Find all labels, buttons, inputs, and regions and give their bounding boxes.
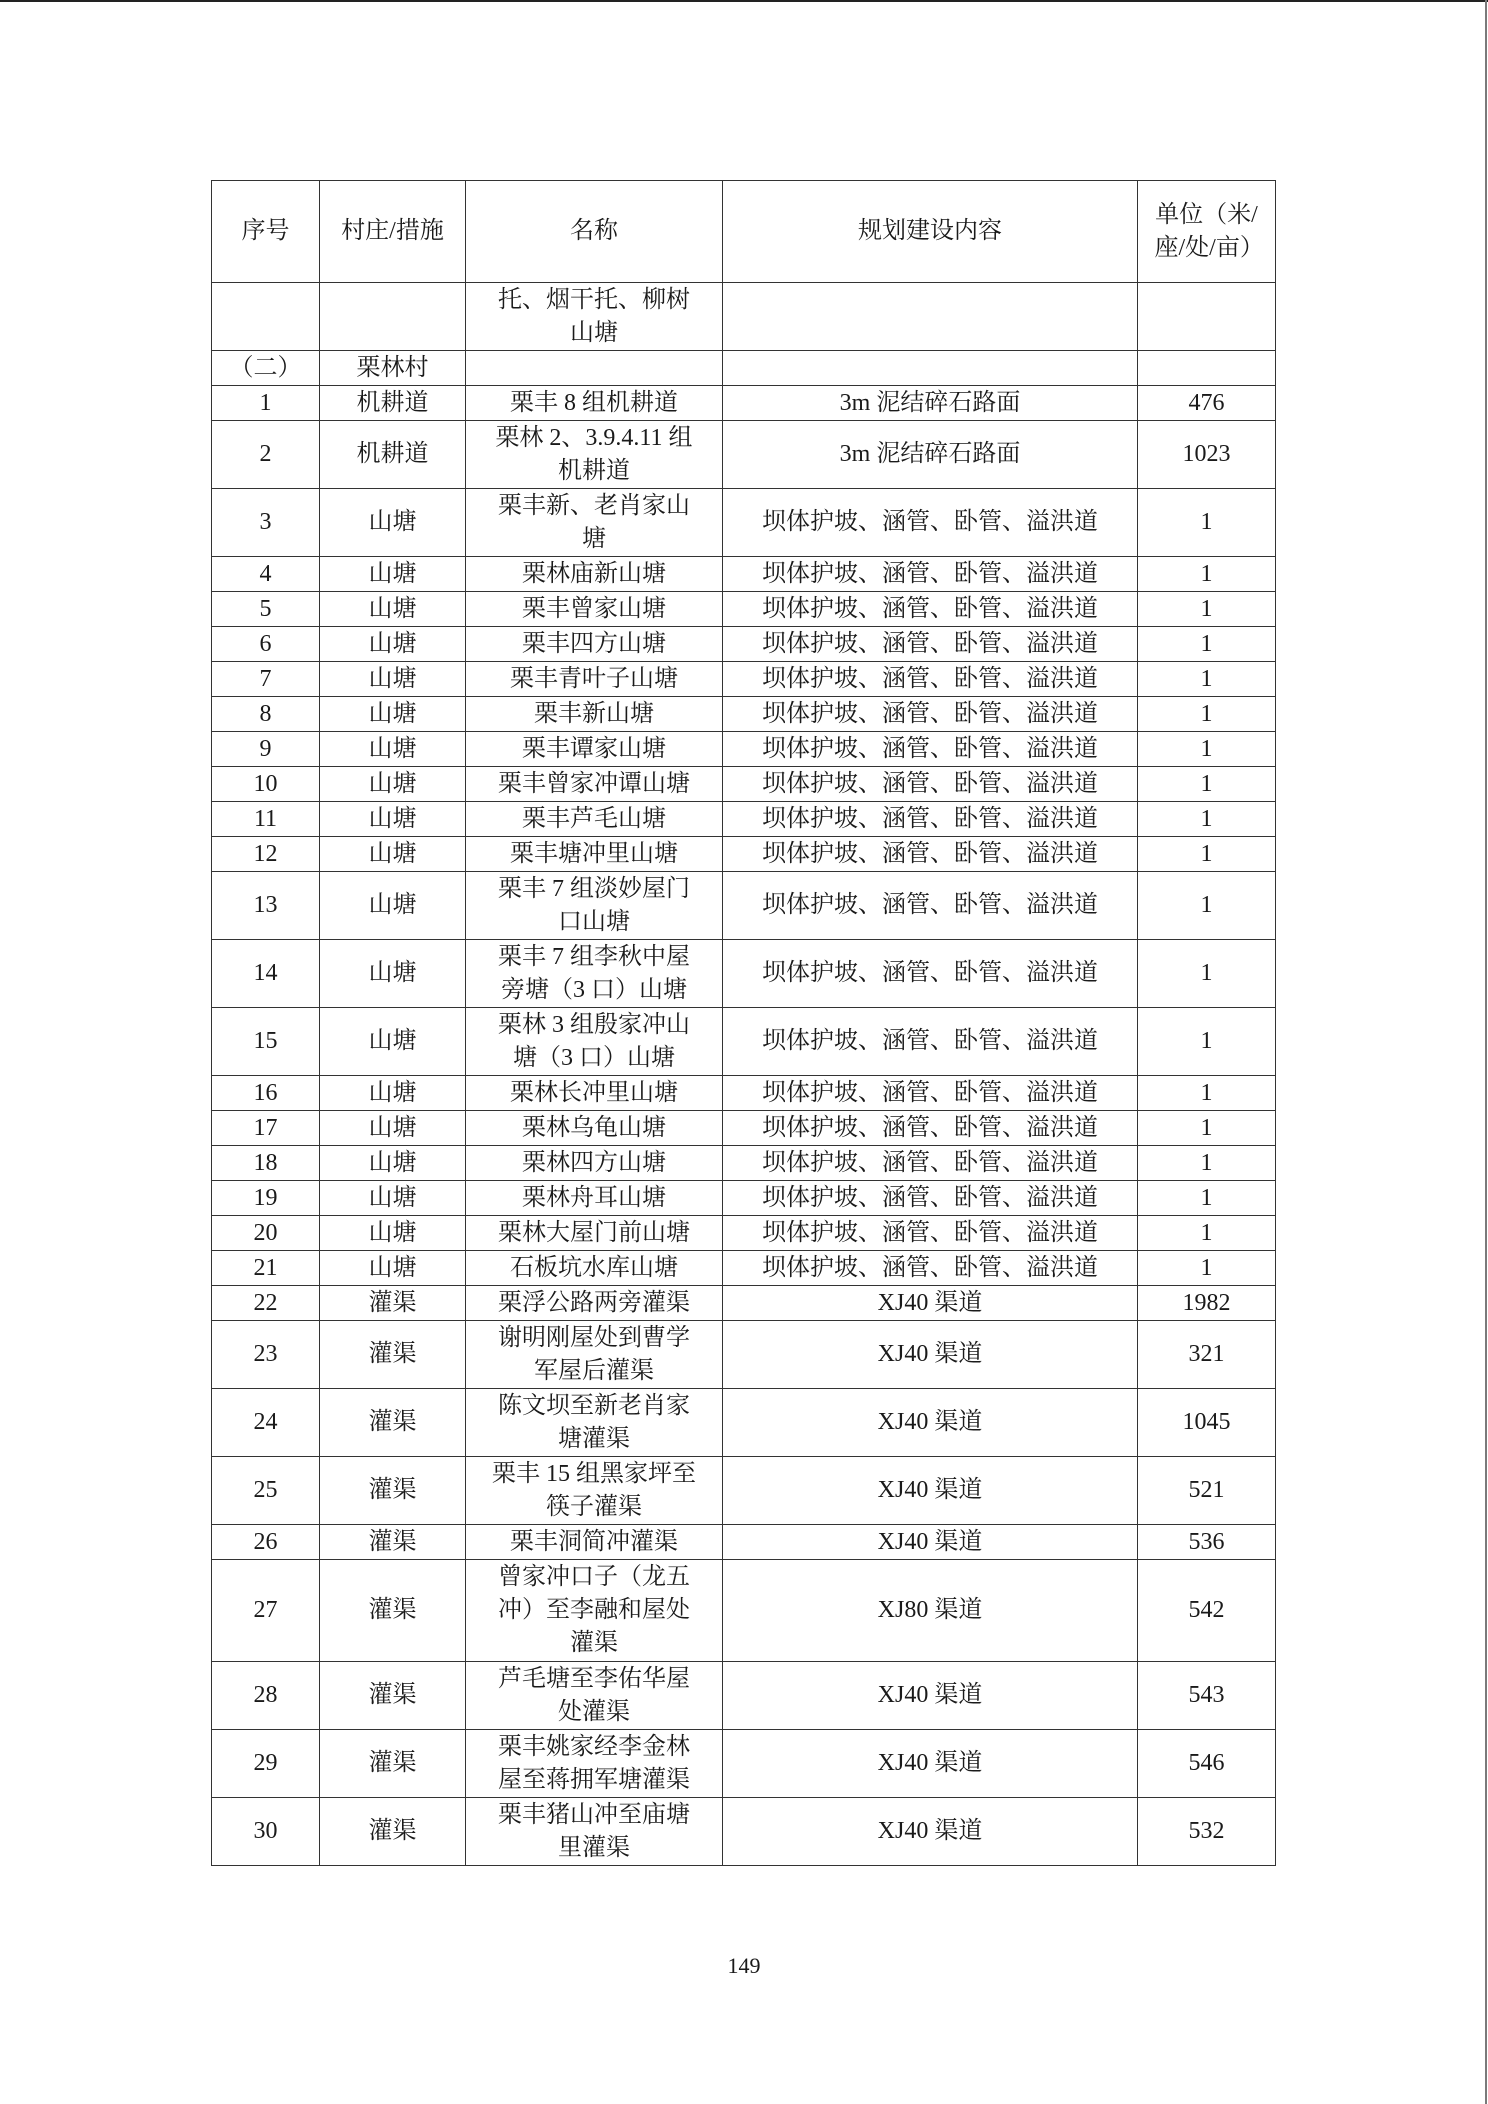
cell-name xyxy=(466,1389,723,1457)
table-row xyxy=(212,1730,1276,1798)
cell-content: 坝体护坡、涵管、卧管、溢洪道 xyxy=(723,837,1138,872)
cell-name xyxy=(466,697,723,732)
cell-name xyxy=(466,872,723,940)
cell-name xyxy=(466,283,723,351)
cell-village: 山塘 xyxy=(320,697,466,732)
cell-seq xyxy=(212,283,320,351)
header-content: 规划建设内容 xyxy=(723,181,1138,283)
cell-village: 机耕道 xyxy=(320,386,466,421)
cell-village: 山塘 xyxy=(320,767,466,802)
table-row xyxy=(212,1251,1276,1286)
cell-name-text: 栗丰 8 组机耕道 xyxy=(510,389,678,416)
table-row xyxy=(212,421,1276,489)
cell-unit: 1 xyxy=(1138,1111,1276,1146)
cell-name xyxy=(466,421,723,489)
cell-seq: 18 xyxy=(212,1146,320,1181)
cell-name-text: 栗丰 7 组李秋中屋旁塘（3 口）山塘 xyxy=(498,943,690,1003)
cell-seq: 28 xyxy=(212,1662,320,1730)
cell-name-text: 栗丰 7 组淡妙屋门口山塘 xyxy=(498,875,690,935)
cell-content: 坝体护坡、涵管、卧管、溢洪道 xyxy=(723,1008,1138,1076)
table-header-row xyxy=(212,181,1276,283)
cell-seq: 21 xyxy=(212,1251,320,1286)
cell-content: XJ40 渠道 xyxy=(723,1286,1138,1321)
cell-content: 坝体护坡、涵管、卧管、溢洪道 xyxy=(723,592,1138,627)
cell-name-text: 栗丰曾家山塘 xyxy=(522,595,666,622)
table-row xyxy=(212,489,1276,557)
cell-name xyxy=(466,1251,723,1286)
cell-name xyxy=(466,386,723,421)
table-row xyxy=(212,1111,1276,1146)
cell-name-text: 栗丰猪山冲至庙塘里灌渠 xyxy=(498,1801,690,1861)
cell-name xyxy=(466,837,723,872)
table-row xyxy=(212,283,1276,351)
cell-seq: 19 xyxy=(212,1181,320,1216)
cell-name-text: 栗林乌龟山塘 xyxy=(522,1114,666,1141)
table-row xyxy=(212,592,1276,627)
cell-unit: 1 xyxy=(1138,802,1276,837)
cell-village: 山塘 xyxy=(320,557,466,592)
cell-unit: 1 xyxy=(1138,557,1276,592)
cell-name-text: 陈文坝至新老肖家塘灌渠 xyxy=(498,1392,690,1452)
cell-content xyxy=(723,351,1138,386)
cell-content: 坝体护坡、涵管、卧管、溢洪道 xyxy=(723,1181,1138,1216)
cell-name-text: 谢明刚屋处到曹学军屋后灌渠 xyxy=(498,1324,690,1384)
cell-village: 灌渠 xyxy=(320,1389,466,1457)
cell-unit: 1 xyxy=(1138,1008,1276,1076)
table-row xyxy=(212,662,1276,697)
cell-seq: 4 xyxy=(212,557,320,592)
cell-village: 灌渠 xyxy=(320,1321,466,1389)
cell-unit: 546 xyxy=(1138,1730,1276,1798)
cell-name xyxy=(466,1181,723,1216)
cell-seq: 8 xyxy=(212,697,320,732)
cell-unit: 1 xyxy=(1138,872,1276,940)
cell-seq: 26 xyxy=(212,1525,320,1560)
page-number: 149 xyxy=(727,1953,761,1978)
cell-content: 坝体护坡、涵管、卧管、溢洪道 xyxy=(723,940,1138,1008)
cell-content: 坝体护坡、涵管、卧管、溢洪道 xyxy=(723,1251,1138,1286)
cell-village: 灌渠 xyxy=(320,1286,466,1321)
right-border-rule xyxy=(1485,0,1487,2104)
cell-unit: 1 xyxy=(1138,1146,1276,1181)
cell-name-text: 栗林 2、3.9.4.11 组机耕道 xyxy=(495,424,693,484)
planning-table xyxy=(211,180,1276,1866)
table-body xyxy=(212,283,1276,1866)
cell-name xyxy=(466,627,723,662)
cell-seq: 5 xyxy=(212,592,320,627)
cell-unit: 1 xyxy=(1138,489,1276,557)
cell-unit: 1982 xyxy=(1138,1286,1276,1321)
cell-seq: 6 xyxy=(212,627,320,662)
cell-village: 灌渠 xyxy=(320,1525,466,1560)
cell-name-text: 栗林舟耳山塘 xyxy=(522,1184,666,1211)
cell-unit: 1 xyxy=(1138,627,1276,662)
cell-village: 山塘 xyxy=(320,802,466,837)
cell-seq: 3 xyxy=(212,489,320,557)
cell-content: 坝体护坡、涵管、卧管、溢洪道 xyxy=(723,1111,1138,1146)
cell-unit: 321 xyxy=(1138,1321,1276,1389)
cell-village: 山塘 xyxy=(320,1076,466,1111)
cell-content: 坝体护坡、涵管、卧管、溢洪道 xyxy=(723,1076,1138,1111)
table-row xyxy=(212,557,1276,592)
table-row xyxy=(212,767,1276,802)
cell-name-text: 栗丰新、老肖家山塘 xyxy=(498,492,690,552)
table-row xyxy=(212,697,1276,732)
cell-name-text: 栗丰塘冲里山塘 xyxy=(510,840,678,867)
cell-seq: 23 xyxy=(212,1321,320,1389)
cell-content: 坝体护坡、涵管、卧管、溢洪道 xyxy=(723,802,1138,837)
cell-seq: 1 xyxy=(212,386,320,421)
cell-seq: 11 xyxy=(212,802,320,837)
cell-content: XJ80 渠道 xyxy=(723,1560,1138,1662)
cell-village: 山塘 xyxy=(320,662,466,697)
cell-name-text: 栗丰曾家冲谭山塘 xyxy=(498,770,690,797)
cell-unit: 476 xyxy=(1138,386,1276,421)
cell-name xyxy=(466,1662,723,1730)
cell-seq: 22 xyxy=(212,1286,320,1321)
cell-unit: 543 xyxy=(1138,1662,1276,1730)
cell-seq: 10 xyxy=(212,767,320,802)
cell-village: 山塘 xyxy=(320,732,466,767)
cell-name xyxy=(466,767,723,802)
table-row xyxy=(212,802,1276,837)
cell-village: 山塘 xyxy=(320,1111,466,1146)
cell-name-text: 栗林 3 组殷家冲山塘（3 口）山塘 xyxy=(498,1011,690,1071)
cell-village: 山塘 xyxy=(320,489,466,557)
cell-seq: 2 xyxy=(212,421,320,489)
cell-content: XJ40 渠道 xyxy=(723,1321,1138,1389)
cell-name xyxy=(466,1730,723,1798)
cell-name-text: 栗林大屋门前山塘 xyxy=(498,1219,690,1246)
cell-unit xyxy=(1138,351,1276,386)
cell-content: 坝体护坡、涵管、卧管、溢洪道 xyxy=(723,697,1138,732)
cell-content: 坝体护坡、涵管、卧管、溢洪道 xyxy=(723,767,1138,802)
cell-seq: （二） xyxy=(212,351,320,386)
cell-content: XJ40 渠道 xyxy=(723,1457,1138,1525)
cell-name-text: 栗林庙新山塘 xyxy=(522,560,666,587)
cell-name xyxy=(466,1525,723,1560)
cell-content: XJ40 渠道 xyxy=(723,1798,1138,1866)
cell-name-text: 栗丰谭家山塘 xyxy=(522,735,666,762)
cell-name xyxy=(466,1111,723,1146)
header-village: 村庄/措施 xyxy=(320,181,466,283)
cell-unit: 536 xyxy=(1138,1525,1276,1560)
table-row xyxy=(212,1286,1276,1321)
cell-name-text: 栗浮公路两旁灌渠 xyxy=(498,1289,690,1316)
table-row xyxy=(212,351,1276,386)
cell-village: 山塘 xyxy=(320,1008,466,1076)
cell-name xyxy=(466,1321,723,1389)
cell-name xyxy=(466,1560,723,1662)
table-row xyxy=(212,1662,1276,1730)
cell-seq: 17 xyxy=(212,1111,320,1146)
cell-village: 山塘 xyxy=(320,1181,466,1216)
cell-unit: 1 xyxy=(1138,837,1276,872)
cell-name xyxy=(466,1076,723,1111)
cell-name xyxy=(466,1008,723,1076)
cell-seq: 30 xyxy=(212,1798,320,1866)
cell-village: 灌渠 xyxy=(320,1798,466,1866)
table-row xyxy=(212,1076,1276,1111)
header-name: 名称 xyxy=(466,181,723,283)
cell-seq: 12 xyxy=(212,837,320,872)
cell-village: 灌渠 xyxy=(320,1560,466,1662)
cell-unit: 1 xyxy=(1138,697,1276,732)
cell-unit: 1 xyxy=(1138,767,1276,802)
header-seq: 序号 xyxy=(212,181,320,283)
cell-name-text: 石板坑水库山塘 xyxy=(510,1254,678,1281)
cell-seq: 25 xyxy=(212,1457,320,1525)
cell-content: 坝体护坡、涵管、卧管、溢洪道 xyxy=(723,872,1138,940)
cell-seq: 29 xyxy=(212,1730,320,1798)
cell-name xyxy=(466,489,723,557)
cell-name-text: 栗丰四方山塘 xyxy=(522,630,666,657)
table-row xyxy=(212,837,1276,872)
table-row xyxy=(212,732,1276,767)
cell-village: 灌渠 xyxy=(320,1730,466,1798)
cell-content: 坝体护坡、涵管、卧管、溢洪道 xyxy=(723,732,1138,767)
cell-name-text: 芦毛塘至李佑华屋处灌渠 xyxy=(498,1665,690,1725)
cell-unit: 1 xyxy=(1138,1181,1276,1216)
cell-name-text: 栗丰新山塘 xyxy=(534,700,654,727)
cell-village: 山塘 xyxy=(320,592,466,627)
cell-name xyxy=(466,1457,723,1525)
table-row xyxy=(212,1389,1276,1457)
cell-name xyxy=(466,1146,723,1181)
cell-unit: 1045 xyxy=(1138,1389,1276,1457)
table-row xyxy=(212,1457,1276,1525)
cell-unit: 1 xyxy=(1138,940,1276,1008)
cell-name xyxy=(466,940,723,1008)
cell-unit: 1 xyxy=(1138,1251,1276,1286)
cell-content: XJ40 渠道 xyxy=(723,1525,1138,1560)
cell-seq: 9 xyxy=(212,732,320,767)
cell-village: 山塘 xyxy=(320,1216,466,1251)
cell-name xyxy=(466,802,723,837)
cell-name-text: 栗丰芦毛山塘 xyxy=(522,805,666,832)
cell-name xyxy=(466,592,723,627)
table-row xyxy=(212,627,1276,662)
table-row xyxy=(212,1008,1276,1076)
cell-village: 山塘 xyxy=(320,872,466,940)
cell-name-text: 曾家冲口子（龙五冲）至李融和屋处灌渠 xyxy=(498,1564,690,1656)
cell-content: XJ40 渠道 xyxy=(723,1662,1138,1730)
cell-name xyxy=(466,1286,723,1321)
cell-name xyxy=(466,732,723,767)
cell-seq: 16 xyxy=(212,1076,320,1111)
cell-name-text: 栗林长冲里山塘 xyxy=(510,1079,678,1106)
table-row xyxy=(212,1216,1276,1251)
cell-village: 山塘 xyxy=(320,627,466,662)
cell-content: 坝体护坡、涵管、卧管、溢洪道 xyxy=(723,489,1138,557)
cell-seq: 24 xyxy=(212,1389,320,1457)
cell-seq: 13 xyxy=(212,872,320,940)
cell-unit: 532 xyxy=(1138,1798,1276,1866)
table-row xyxy=(212,1146,1276,1181)
cell-unit xyxy=(1138,283,1276,351)
table-row xyxy=(212,1798,1276,1866)
table-row xyxy=(212,1321,1276,1389)
cell-village: 栗林村 xyxy=(320,351,466,386)
cell-village: 灌渠 xyxy=(320,1457,466,1525)
cell-content: 坝体护坡、涵管、卧管、溢洪道 xyxy=(723,1216,1138,1251)
cell-village: 山塘 xyxy=(320,1251,466,1286)
cell-unit: 1 xyxy=(1138,1076,1276,1111)
cell-name-text: 托、烟干托、柳树山塘 xyxy=(498,286,690,346)
cell-content xyxy=(723,283,1138,351)
cell-village: 山塘 xyxy=(320,837,466,872)
cell-unit: 1 xyxy=(1138,662,1276,697)
cell-seq: 15 xyxy=(212,1008,320,1076)
cell-village xyxy=(320,283,466,351)
table-row xyxy=(212,1560,1276,1662)
cell-name-text: 栗丰青叶子山塘 xyxy=(510,665,678,692)
cell-name xyxy=(466,1798,723,1866)
cell-unit: 1 xyxy=(1138,1216,1276,1251)
cell-village: 机耕道 xyxy=(320,421,466,489)
cell-name-text: 栗林四方山塘 xyxy=(522,1149,666,1176)
header-unit xyxy=(1138,181,1276,283)
cell-name xyxy=(466,557,723,592)
cell-content: XJ40 渠道 xyxy=(723,1389,1138,1457)
cell-seq: 7 xyxy=(212,662,320,697)
cell-content: 3m 泥结碎石路面 xyxy=(723,386,1138,421)
header-unit-text: 单位（米/座/处/亩） xyxy=(1154,201,1264,261)
cell-seq: 27 xyxy=(212,1560,320,1662)
cell-unit: 1023 xyxy=(1138,421,1276,489)
cell-content: 坝体护坡、涵管、卧管、溢洪道 xyxy=(723,662,1138,697)
cell-content: XJ40 渠道 xyxy=(723,1730,1138,1798)
cell-content: 3m 泥结碎石路面 xyxy=(723,421,1138,489)
cell-unit: 542 xyxy=(1138,1560,1276,1662)
cell-seq: 14 xyxy=(212,940,320,1008)
cell-name-text: 栗丰洞简冲灌渠 xyxy=(510,1528,678,1555)
cell-name xyxy=(466,662,723,697)
cell-name xyxy=(466,1216,723,1251)
cell-unit: 521 xyxy=(1138,1457,1276,1525)
table-row xyxy=(212,386,1276,421)
table-row xyxy=(212,872,1276,940)
cell-content: 坝体护坡、涵管、卧管、溢洪道 xyxy=(723,1146,1138,1181)
cell-village: 山塘 xyxy=(320,940,466,1008)
cell-seq: 20 xyxy=(212,1216,320,1251)
table-row xyxy=(212,940,1276,1008)
table-row xyxy=(212,1525,1276,1560)
cell-content: 坝体护坡、涵管、卧管、溢洪道 xyxy=(723,627,1138,662)
top-border-rule xyxy=(0,0,1488,2)
cell-village: 灌渠 xyxy=(320,1662,466,1730)
cell-village: 山塘 xyxy=(320,1146,466,1181)
cell-name-text: 栗丰 15 组黑家坪至筷子灌渠 xyxy=(492,1460,696,1520)
cell-unit: 1 xyxy=(1138,732,1276,767)
cell-name-text: 栗丰姚家经李金林屋至蒋拥军塘灌渠 xyxy=(498,1733,690,1793)
table-row xyxy=(212,1181,1276,1216)
cell-content: 坝体护坡、涵管、卧管、溢洪道 xyxy=(723,557,1138,592)
cell-name xyxy=(466,351,723,386)
cell-unit: 1 xyxy=(1138,592,1276,627)
